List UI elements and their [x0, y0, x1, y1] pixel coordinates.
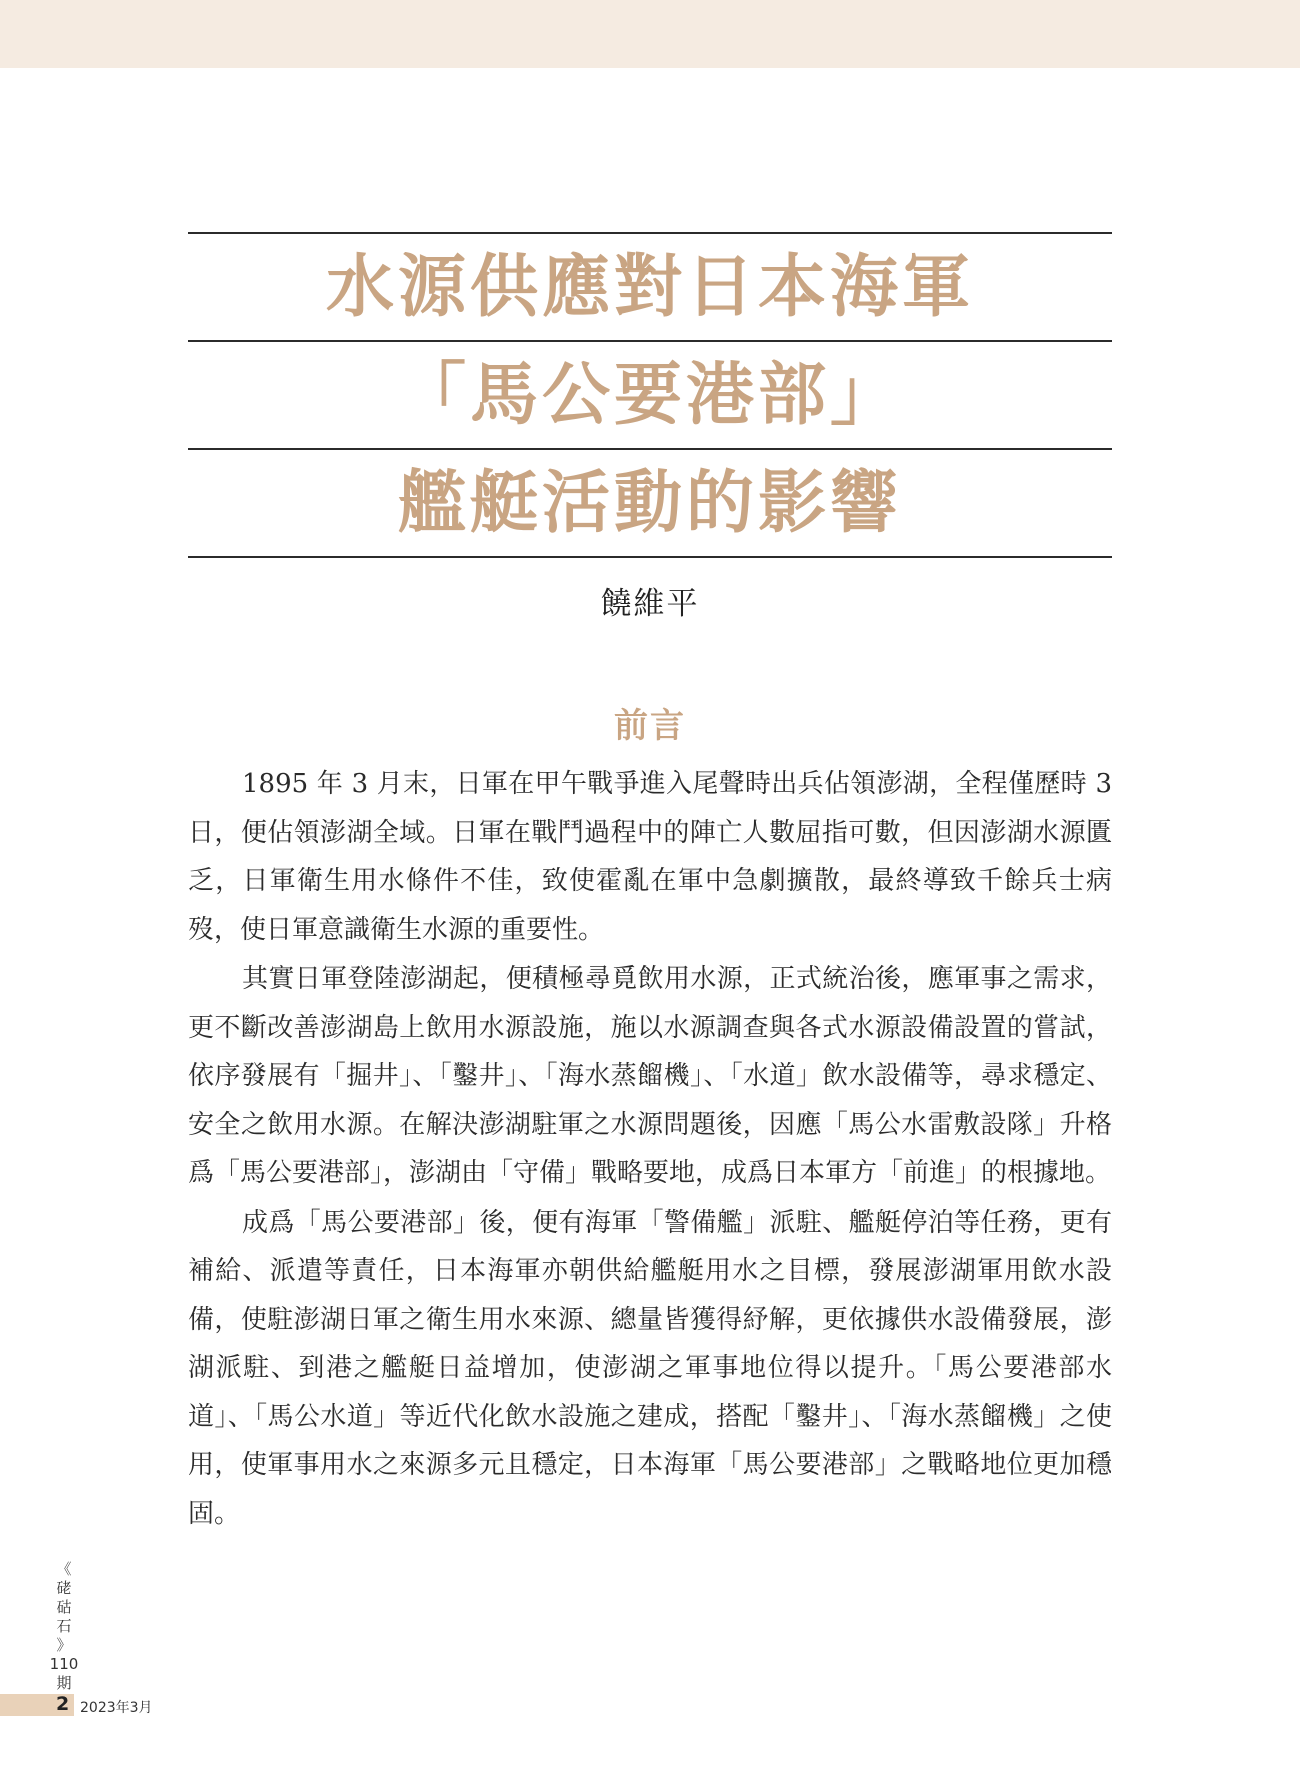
section-heading-foreword: 前言: [614, 706, 686, 746]
issue-date: 2023年3月: [80, 1700, 153, 1716]
issue-number: 110: [49, 1655, 79, 1673]
title-line-1: 水源供應對日本海軍: [325, 247, 974, 327]
author-name: 饒維平: [600, 586, 700, 622]
publication-char: 》: [56, 1636, 72, 1654]
top-decorative-band: [0, 0, 1300, 68]
page-number: 2: [56, 1693, 70, 1715]
publication-name-vertical: [48, 1560, 80, 1693]
paragraph-1: 1895 年 3 月末，日軍在甲午戰爭進入尾聲時出兵佔領澎湖，全程僅歷時 3 日，便佔領澎湖全域。日軍在戰鬥過程中的陣亡人數屈指可數，但因澎湖水源匱乏，日軍衛生用水條件不佳，致使霍亂在軍中急劇擴散，最終導致千餘兵士病歿，使日軍意識衛生水源的重要性。: [188, 769, 1112, 945]
issue-suffix: 期: [56, 1674, 72, 1692]
article-body: [188, 760, 1112, 1539]
publication-char: 𥑮: [56, 1598, 72, 1616]
publication-char: 《: [56, 1560, 72, 1578]
title-rule-bottom: [188, 556, 1112, 558]
publication-char: 硓: [56, 1579, 72, 1597]
paragraph-2: 其實日軍登陸澎湖起，便積極尋覓飲用水源，正式統治後，應軍事之需求，更不斷改善澎湖島上飲用水源設施，施以水源調查與各式水源設備設置的嘗試，依序發展有「掘井」、「鑿井」、「海水蒸餾機」、「水道」飲水設備等，尋求穩定、安全之飲用水源。在解決澎湖駐軍之水源問題後，因應「馬公水雷敷設隊」升格爲「馬公要港部」，澎湖由「守備」戰略要地，成爲日本軍方「前進」的根據地。: [188, 964, 1112, 1188]
title-line-2: 「馬公要港部」: [397, 355, 902, 435]
article-title-block: [188, 232, 1112, 558]
paragraph-3: 成爲「馬公要港部」後，便有海軍「警備艦」派駐、艦艇停泊等任務，更有補給、派遣等責任，日本海軍亦朝供給艦艇用水之目標，發展澎湖軍用飲水設備，使駐澎湖日軍之衛生用水來源、總量皆獲得紓解，更依據供水設備發展，澎湖派駐、到港之艦艇日益增加，使澎湖之軍事地位得以提升。「馬公要港部水道」、「馬公水道」等近代化飲水設施之建成，搭配「鑿井」、「海水蒸餾機」之使用，使軍事用水之來源多元且穩定，日本海軍「馬公要港部」之戰略地位更加穩固。: [188, 1207, 1112, 1529]
title-line-3: 艦艇活動的影響: [397, 463, 902, 543]
publication-char: 石: [56, 1617, 72, 1635]
